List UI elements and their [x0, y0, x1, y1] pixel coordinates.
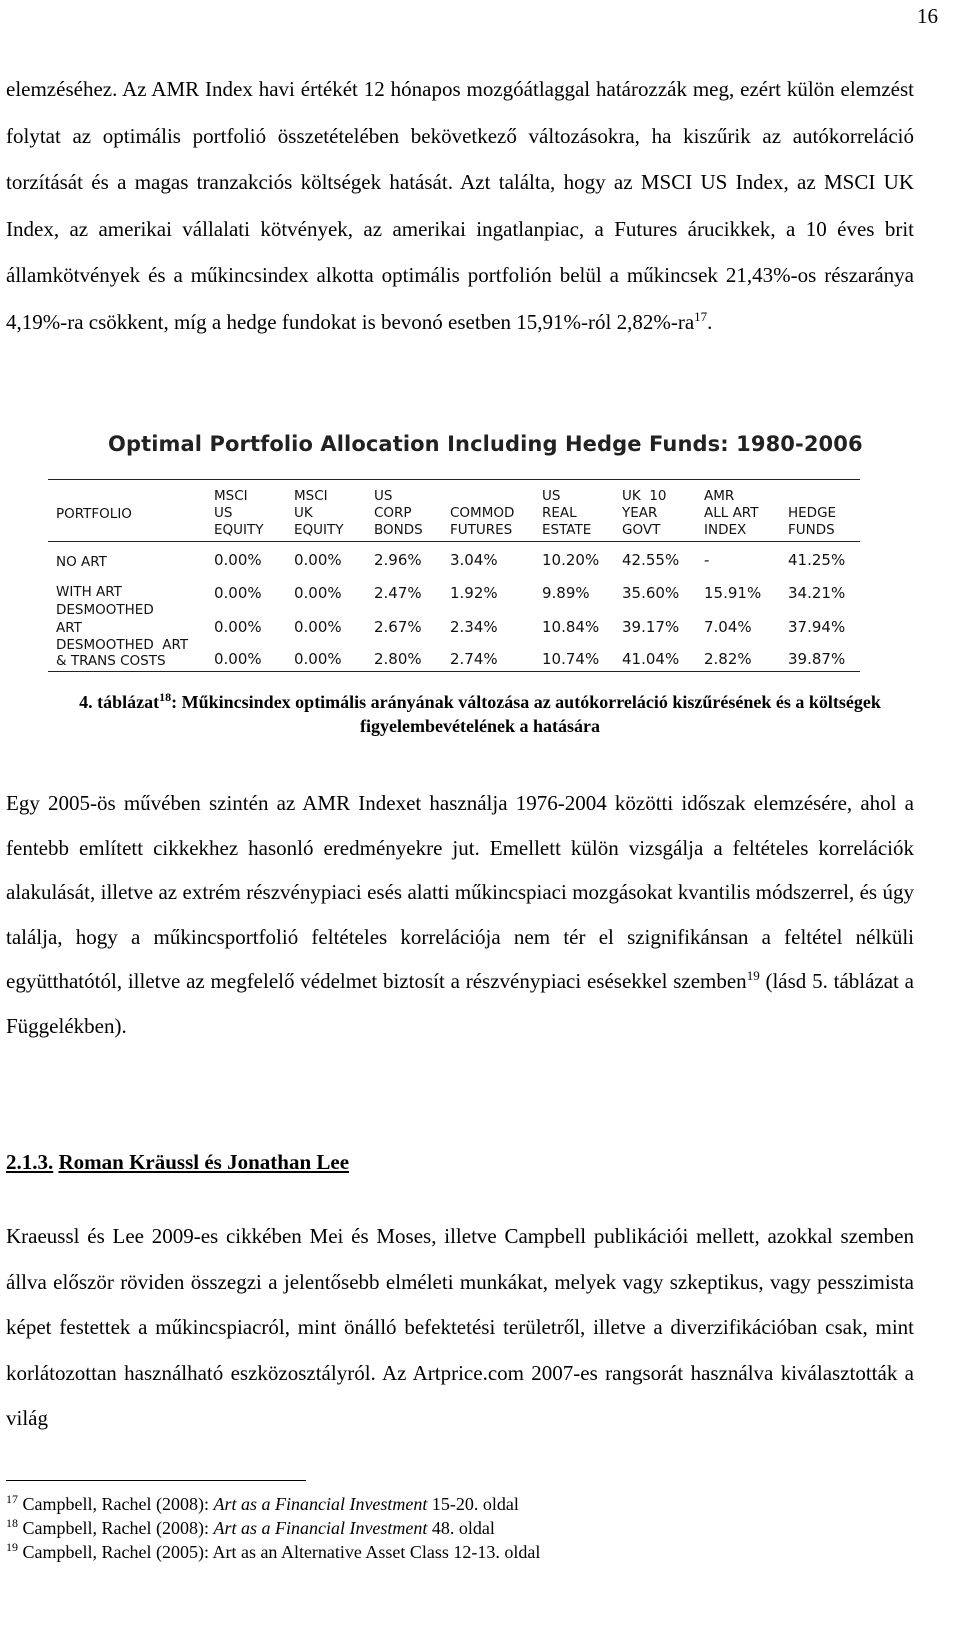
table-cell: 9.89%: [542, 584, 590, 602]
footnote-19: $^{19}$ Campbell, Rachel (2005): Art as an Alternative Asset Class 12-13. oldal: [6, 1540, 541, 1562]
portfolio-allocation-table: [56, 432, 864, 677]
row-label-with-art: WITH ART: [56, 584, 122, 600]
table-header-rule: [48, 541, 860, 542]
row-label-desmoothed-art: DESMOOTHED ART: [56, 637, 189, 653]
table-cell: -: [704, 551, 710, 569]
header-portfolio: PORTFOLIO: [56, 506, 132, 522]
table-cell: 2.47%: [374, 584, 422, 602]
table-title: Optimal Portfolio Allocation Including Hedge Funds: 1980-2006: [108, 432, 863, 456]
footnote-ref-17[interactable]: 17: [694, 308, 708, 324]
table-cell: 42.55%: [622, 551, 680, 569]
table-cell: 34.21%: [788, 584, 846, 602]
table-cell: 10.74%: [542, 650, 600, 668]
footnote-ref-18[interactable]: 18: [159, 690, 172, 704]
table-cell: 2.67%: [374, 618, 422, 636]
page-number: 16: [917, 4, 938, 28]
table-cell: 0.00%: [294, 650, 342, 668]
table-cell: 0.00%: [294, 618, 342, 636]
table-top-rule: [48, 479, 860, 480]
table-bottom-rule: [48, 671, 860, 672]
header-msci-uk: MSCI UK EQUITY: [294, 488, 344, 538]
table-cell: 2.96%: [374, 551, 422, 569]
paragraph-1-end: .: [707, 309, 713, 334]
table-cell: 2.82%: [704, 650, 752, 668]
table-cell: 3.04%: [450, 551, 498, 569]
table-cell: 41.25%: [788, 551, 846, 569]
paragraph-3: Kraeussl és Lee 2009-es cikkében Mei és Moses, illetve Campbell publikációi mellett, azokkal szemben állva először röviden összegzi a jelentősebb elméleti munkákat, melyek vagy szkeptikus, vagy pesszimista képet festettek a műkincspiacról, mint önálló befektetési területről, illetve a diverzifikációban csak, mint korlátozottan használható eszközosztályról. Az Artprice.com 2007-es rangsorát használva kiválasztották a világ: [6, 1224, 914, 1430]
table-cell: 0.00%: [214, 618, 262, 636]
row-label-desmoothed: DESMOOTHED: [56, 602, 154, 618]
table-cell: 0.00%: [294, 584, 342, 602]
paragraph-2-end: (lásd 5. táblázat a Függelékben).: [6, 969, 914, 1038]
header-uk-10-year-govt: UK 10 YEAR GOVT: [622, 488, 667, 538]
table-cell: 37.94%: [788, 618, 846, 636]
row-label-no-art: NO ART: [56, 554, 107, 570]
header-msci-us: MSCI US EQUITY: [214, 488, 264, 538]
header-amr-all-art-index: AMR ALL ART INDEX: [704, 488, 759, 538]
table-cell: 35.60%: [622, 584, 680, 602]
section-title: Roman Kräussl és Jonathan Lee: [58, 1150, 350, 1174]
table-cell: 1.92%: [450, 584, 498, 602]
table-cell: 39.87%: [788, 650, 846, 668]
footnote-separator: [6, 1480, 306, 1481]
caption-prefix: 4. táblázat: [79, 692, 160, 712]
table-cell: 15.91%: [704, 584, 762, 602]
table-cell: 41.04%: [622, 650, 680, 668]
paragraph-1-text: elemzéséhez. Az AMR Index havi értékét 12 hónapos mozgóátlaggal határozzák meg, ezért külön elemzést folytat az optimális portfolió összetételében bekövetkező változásokra, ha kiszűrik az autókorreláció torzítását és a magas tranzakciós költségek hatását. Azt találta, hogy az MSCI US Index, az MSCI UK Index, az amerikai vállalati kötvények, az amerikai ingatlanpiac, a Futures árucikkek, a 10 éves brit államkötvények és a műkincsindex alkotta optimális portfolión belül a műkincsek 21,43%-os részaránya 4,19%-ra csökkent, míg a hedge fundokat is bevonó esetben 15,91%-ról 2,82%-ra: [6, 77, 914, 334]
paragraph-1: [6, 66, 914, 345]
section-heading: [6, 1150, 349, 1175]
table-cell: 0.00%: [214, 584, 262, 602]
footnote-ref-19[interactable]: 19: [746, 968, 760, 984]
section-number: 2.1.3.: [6, 1150, 54, 1174]
table-cell: 2.74%: [450, 650, 498, 668]
row-label-trans-costs: & TRANS COSTS: [56, 653, 166, 669]
table-cell: 39.17%: [622, 618, 680, 636]
table-cell: 10.84%: [542, 618, 600, 636]
footnote-18: $^{18}$ Campbell, Rachel (2008): Art as a Financial Investment 48. oldal: [6, 1516, 495, 1538]
header-us-corp-bonds: US CORP BONDS: [374, 488, 423, 538]
table-cell: 2.34%: [450, 618, 498, 636]
table-cell: 10.20%: [542, 551, 600, 569]
table-cell: 0.00%: [294, 551, 342, 569]
table-cell: 0.00%: [214, 650, 262, 668]
table-cell: 0.00%: [214, 551, 262, 569]
footnote-17: $^{17}$ Campbell, Rachel (2008): Art as a Financial Investment 15-20. oldal: [6, 1492, 519, 1514]
table-cell: 2.80%: [374, 650, 422, 668]
header-hedge-funds: HEDGE FUNDS: [788, 505, 837, 538]
caption-text: : Műkincsindex optimális arányának változása az autókorreláció kiszűrésének és a költségek figyelembevételének a hatására: [171, 692, 881, 736]
table-cell: 7.04%: [704, 618, 752, 636]
row-label-art: ART: [56, 620, 82, 636]
header-us-real-estate: US REAL ESTATE: [542, 488, 592, 538]
table-caption: [40, 690, 920, 738]
paragraph-2-text: Egy 2005-ös művében szintén az AMR Indexet használja 1976-2004 közötti időszak elemzésére, ahol a fentebb említett cikkekhez hasonló eredményekre jut. Emellett külön vizsgálja a feltételes korrelációk alakulását, illetve az extrém részvénypiaci esés alatti műkincspiaci mozgásokat kvantilis módszerrel, és úgy találja, hogy a műkincsportfolió feltételes korrelációja nem tér el szignifikánsan a feltétel nélküli együtthatótól, illetve az megfelelő védelmet biztosít a részvénypiaci esésekkel szemben: [6, 791, 914, 994]
header-commod-futures: COMMOD FUTURES: [450, 505, 515, 538]
paragraph-2: [6, 781, 914, 1049]
